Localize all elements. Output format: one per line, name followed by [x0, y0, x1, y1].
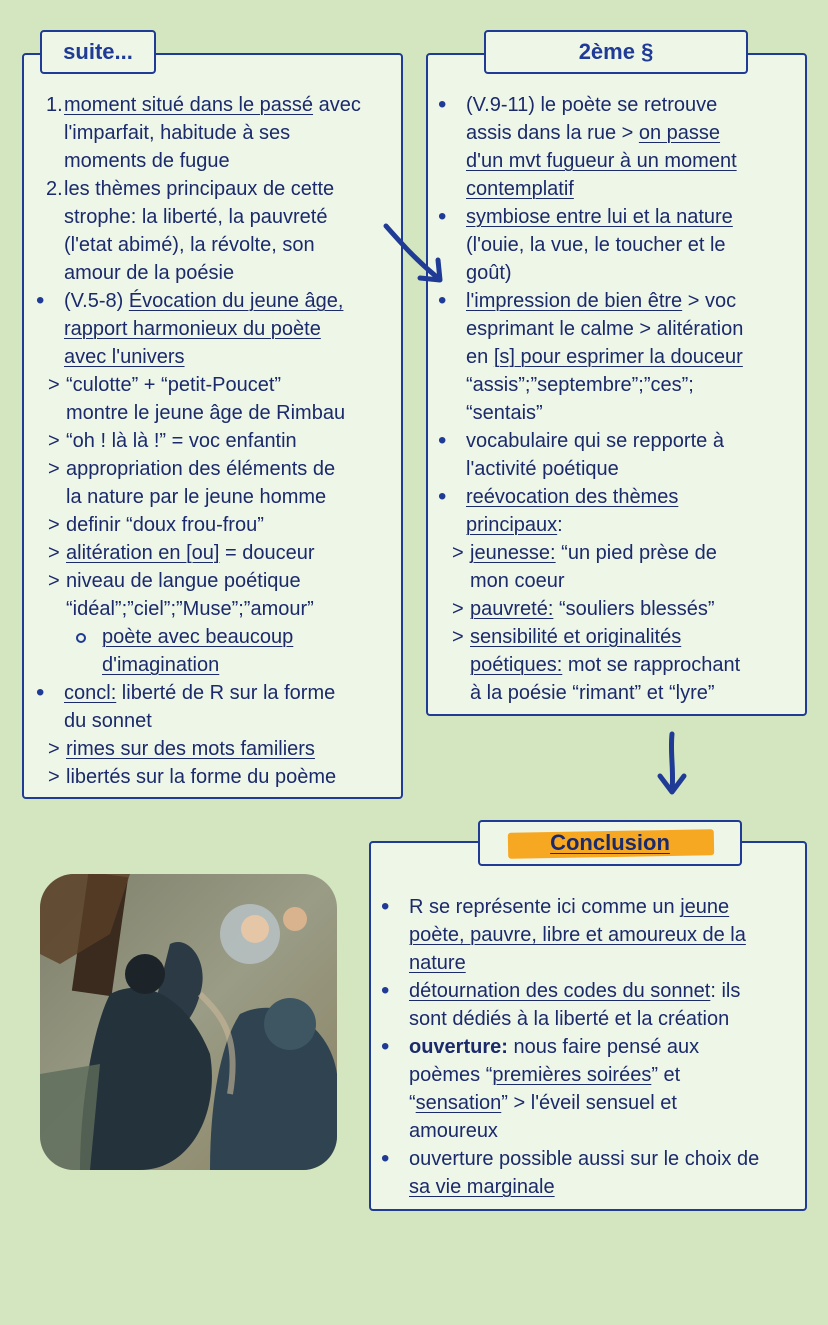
section-tag: 2ème § — [484, 30, 748, 74]
sub-item-line: la nature par le jeune homme — [66, 486, 327, 508]
list-item-line: amoureux — [409, 1120, 498, 1142]
sub-item: > rimes sur des mots familiers — [48, 738, 315, 760]
list-item-line: d'un mvt fugueur à un moment — [466, 150, 737, 172]
list-item-line: principaux: — [466, 514, 563, 536]
list-item-line: l'imparfait, habitude à ses — [64, 122, 291, 144]
list-item-line: amour de la poésie — [64, 262, 235, 284]
list-item-line: goût) — [466, 262, 512, 284]
list-item-line: (l'ouie, la vue, le toucher et le — [466, 234, 726, 256]
list-item-line: moments de fugue — [64, 150, 230, 172]
list-item-line: “sentais” — [466, 402, 543, 424]
sub-item: > libertés sur la forme du poème — [48, 766, 337, 788]
bullet-vocabulaire: • vocabulaire qui se repporte à — [466, 427, 806, 455]
curved-arrow-icon — [380, 220, 450, 290]
sub-item: > niveau de langue poétique — [48, 570, 301, 592]
sub-item: > definir “doux frou-frou” — [48, 514, 264, 536]
bullet-reevocation: • reévocation des thèmes — [466, 483, 806, 511]
right-card — [426, 53, 807, 716]
sub-item: > alitération en [ou] = douceur — [48, 542, 315, 564]
sub-item-line: à la poésie “rimant” et “lyre” — [470, 682, 715, 704]
list-item-line: rapport harmonieux du poète — [64, 318, 321, 340]
sub-item: > jeunesse: “un pied prèse de — [452, 542, 717, 564]
list-item: 1. moment situé dans le passé avec — [46, 94, 361, 116]
list-item-line: en [s] pour esprimer la douceur — [466, 346, 743, 368]
sub-item: > sensibilité et originalités — [452, 626, 682, 648]
sub-item: > “culotte” + “petit-Poucet” — [48, 374, 282, 396]
list-item-line: sont dédiés à la liberté et la création — [409, 1008, 730, 1030]
bullet-detournation: • détournation des codes du sonnet: ils — [409, 977, 809, 1005]
bullet-impression: • l'impression de bien être > voc — [466, 287, 806, 315]
painting-image — [40, 874, 337, 1170]
suite-tag: suite... — [40, 30, 156, 74]
bullet-marginale: • ouverture possible aussi sur le choix de — [409, 1145, 809, 1173]
bullet-symbiose: • symbiose entre lui et la nature — [466, 203, 806, 231]
list-item-line: assis dans la rue > on passe — [466, 122, 721, 144]
list-item-line: (l'etat abimé), la révolte, son — [64, 234, 315, 256]
circle-item-line: d'imagination — [102, 654, 220, 676]
list-item-line: l'activité poétique — [466, 458, 619, 480]
bullet-v58: • (V.5-8) Évocation du jeune âge, — [64, 287, 404, 315]
bullet-represente: • R se représente ici comme un jeune — [409, 893, 809, 921]
list-item-line: poète, pauvre, libre et amoureux de la — [409, 924, 746, 946]
list-item-line: du sonnet — [64, 710, 152, 732]
bullet-v911: • (V.9-11) le poète se retrouve — [466, 91, 806, 119]
list-item-line: poèmes “premières soirées” et — [409, 1064, 681, 1086]
list-item: 2. les thèmes principaux de cette — [46, 178, 335, 200]
list-item-line: sa vie marginale — [409, 1176, 555, 1198]
bullet-ouverture: • ouverture: nous faire pensé aux — [409, 1033, 809, 1061]
conclusion-card — [369, 841, 807, 1211]
sub-item: > “oh ! là là !” = voc enfantin — [48, 430, 297, 452]
sub-item-line: “idéal”;”ciel”;”Muse”;”amour” — [66, 598, 314, 620]
sub-item: > appropriation des éléments de — [48, 458, 336, 480]
list-item-line: “assis”;”septembre”;”ces”; — [466, 374, 694, 396]
list-item-line: strophe: la liberté, la pauvreté — [64, 206, 328, 228]
sub-item-line: poétiques: mot se rapprochant — [470, 654, 741, 676]
conclusion-tag: Conclusion — [478, 820, 742, 866]
left-card — [22, 53, 403, 799]
sub-item-line: mon coeur — [470, 570, 565, 592]
circle-item: poète avec beaucoup — [102, 623, 402, 651]
down-arrow-icon — [652, 730, 692, 800]
bullet-concl: • concl: liberté de R sur la forme — [64, 679, 404, 707]
sub-item-line: montre le jeune âge de Rimbau — [66, 402, 346, 424]
list-item-line: avec l'univers — [64, 346, 185, 368]
sub-item: > pauvreté: “souliers blessés” — [452, 598, 715, 620]
list-item-line: contemplatif — [466, 178, 574, 200]
list-item-line: nature — [409, 952, 466, 974]
list-item-line: esprimant le calme > alitération — [466, 318, 744, 340]
list-item-line: “sensation” > l'éveil sensuel et — [409, 1092, 677, 1114]
